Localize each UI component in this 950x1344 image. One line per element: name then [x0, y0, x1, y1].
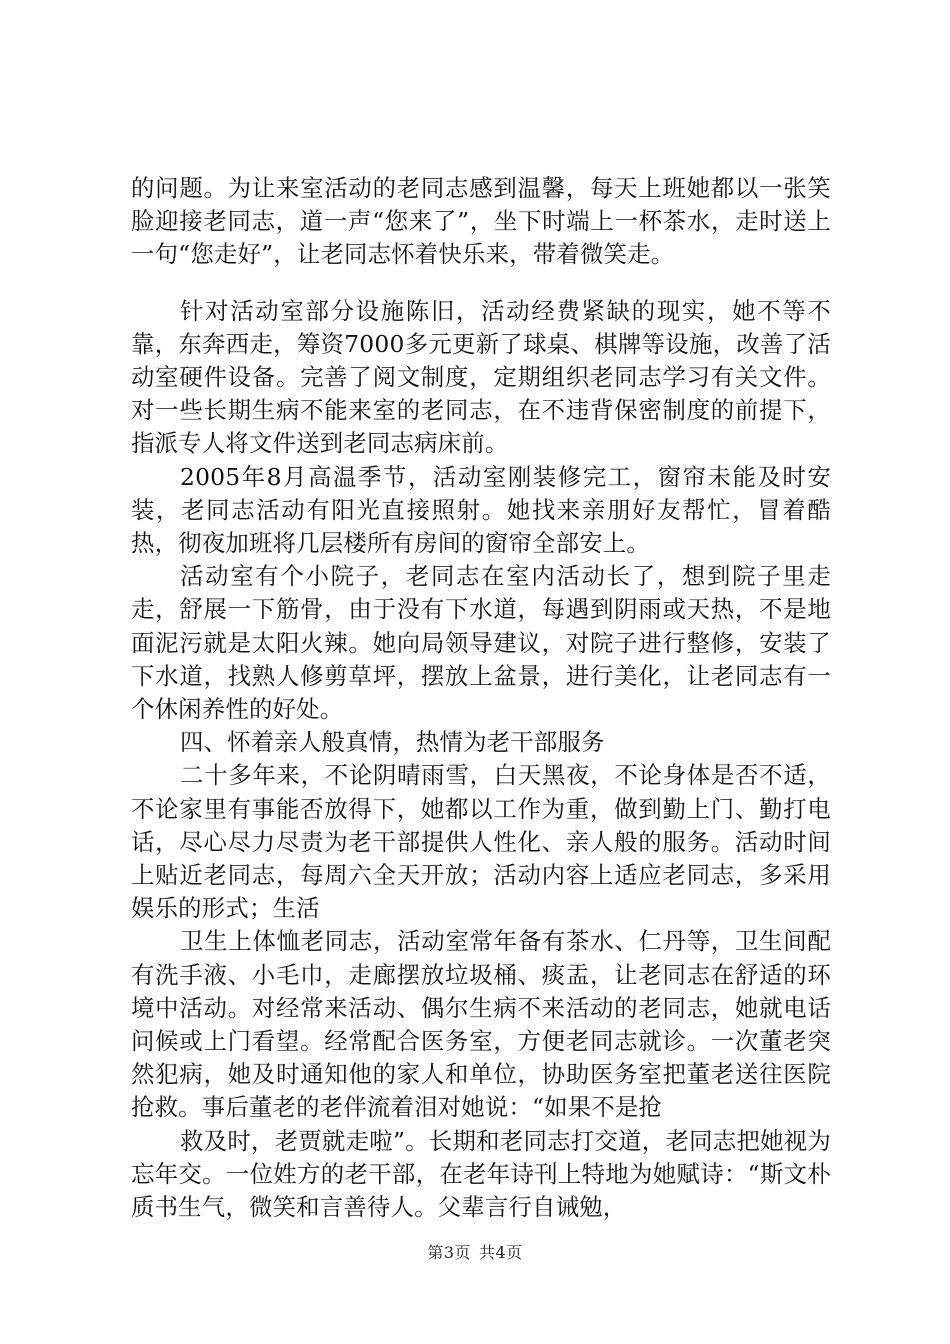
paragraph: 的问题。为让来室活动的老同志感到温馨，每天上班她都以一张笑脸迎接老同志，道一声“您来了”，坐下时端上一杯茶水，走时送上一句“您走好”，让老同志怀着快乐来，带着微笑走。: [131, 174, 831, 269]
page-total: 共4页: [479, 1243, 523, 1262]
paragraph: 活动室有个小院子，老同志在室内活动长了，想到院子里走走，舒展一下筋骨，由于没有下水道，每遇到阴雨或天热，不是地面泥污就是太阳火辣。她向局领导建议，对院子进行整修，安装了下水道，找熟人修剪草坪，摆放上盆景，进行美化，让老同志有一个休闲养性的好处。: [131, 562, 831, 724]
section-heading: 四、怀着亲人般真情，热情为老干部服务: [180, 728, 605, 757]
paragraph-gap: [131, 272, 831, 295]
paragraph: 二十多年来，不论阴晴雨雪，白天黑夜，不论身体是否不适，不论家里有事能否放得下，她都以工作为重，做到勤上门、勤打电话，尽心尽力尽责为老干部提供人性化、亲人般的服务。活动时间上贴近老同志，每周六全天开放；活动内容上适应老同志，多采用娱乐的形式；生活: [131, 761, 831, 923]
paragraph: 救及时，老贾就走啦”。长期和老同志打交道，老同志把她视为忘年交。一位姓方的老干部，在老年诗刊上特地为她赋诗：“斯文朴质书生气，微笑和言善待人。父辈言行自诫勉，: [131, 1126, 831, 1222]
paragraph: 2005年8月高温季节，活动室刚装修完工，窗帘未能及时安装，老同志活动有阳光直接照射。她找来亲朋好友帮忙，冒着酷热，彻夜加班将几层楼所有房间的窗帘全部安上。: [131, 462, 831, 558]
paragraph: 卫生上体恤老同志，活动室常年备有茶水、仁丹等，卫生间配有洗手液、小毛巾，走廊摆放垃圾桶、痰盂，让老同志在舒适的环境中活动。对经常来活动、偶尔生病不来活动的老同志，她就电话问候或上门看望。经常配合医务室，方便老同志就诊。一次董老突然犯病，她及时通知他的家人和单位，协助医务室把董老送往医院抢救。事后董老的老伴流着泪对她说：“如果不是抢: [131, 927, 831, 1122]
page-number: 第3页: [427, 1243, 471, 1262]
body-text: [131, 172, 831, 1224]
paragraph: 针对活动室部分设施陈旧，活动经费紧缺的现实，她不等不靠，东奔西走，筹资7000多元更新了球桌、棋牌等设施，改善了活动室硬件设备。完善了阅文制度，定期组织老同志学习有关文件。对一些长期生病不能来室的老同志，在不违背保密制度的前提下，指派专人将文件送到老同志病床前。: [131, 296, 831, 458]
page-footer: [0, 1242, 950, 1264]
